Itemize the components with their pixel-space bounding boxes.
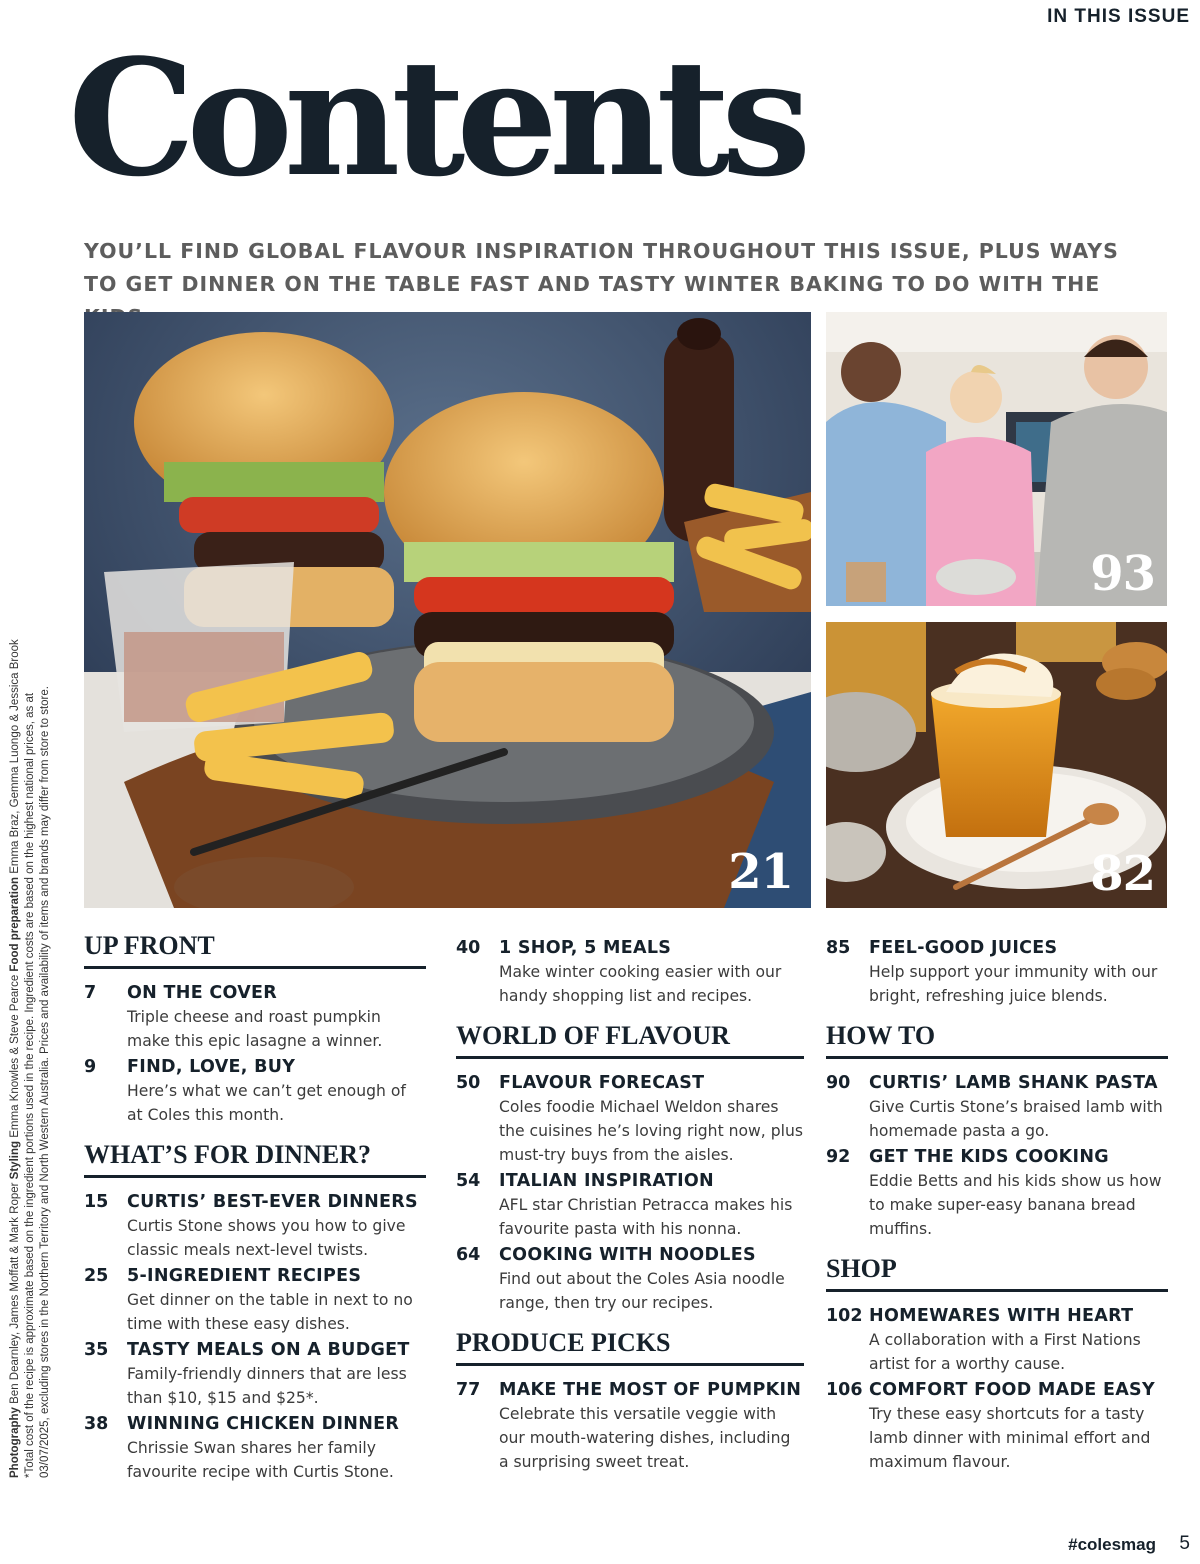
intro-text: YOU’LL FIND GLOBAL FLAVOUR INSPIRATION THROUGHOUT THIS ISSUE, PLUS WAYS TO GET DINNER ON THE TABLE FAST AND TASTY WINTER BAKING TO DO WITH THE	[84, 239, 1119, 296]
contents-entry[interactable]	[84, 1412, 426, 1484]
credits-line-2: *Total cost of the recipe is approximate based on the ingredient portions used in the recipe. Ingredient costs are based on the highest national prices, as at	[24, 692, 36, 1478]
contents-entry[interactable]	[456, 1071, 804, 1167]
section-heading-produce-picks: PRODUCE PICKS	[456, 1327, 804, 1366]
entry-description: Make winter cooking easier with our handy shopping list and recipes.	[499, 963, 782, 1005]
entry-title: ON THE COVER	[127, 983, 278, 1003]
entry-page: 50	[456, 1073, 481, 1093]
entry-page: 35	[84, 1340, 109, 1360]
entry-description: Chrissie Swan shares her family favourite recipe with Curtis Stone.	[127, 1439, 394, 1481]
entry-page: 106	[826, 1380, 863, 1400]
entry-page: 102	[826, 1306, 863, 1326]
footer-hashtag: #colesmag	[1068, 1535, 1156, 1554]
section-kicker: IN THIS ISSUE	[1047, 6, 1190, 27]
contents-entry[interactable]	[456, 1169, 804, 1241]
entry-description: Here’s what we can’t get enough of at Coles this month.	[127, 1082, 406, 1124]
entry-page: 15	[84, 1192, 109, 1212]
contents-entry[interactable]	[84, 981, 426, 1053]
section-heading-shop: SHOP	[826, 1253, 1168, 1292]
kids-cooking-photo[interactable]	[826, 312, 1167, 606]
kids-page-number: 93	[1090, 546, 1155, 602]
contents-column-3	[826, 936, 1168, 1476]
entry-page: 7	[84, 983, 97, 1003]
contents-column-1	[84, 930, 426, 1486]
entry-description: Give Curtis Stone’s braised lamb with homemade pasta a go.	[869, 1098, 1163, 1140]
entry-page: 40	[456, 938, 481, 958]
entry-description: AFL star Christian Petracca makes his favourite pasta with his nonna.	[499, 1196, 793, 1238]
entry-page: 64	[456, 1245, 481, 1265]
entry-description: Find out about the Coles Asia noodle range, then try our recipes.	[499, 1270, 785, 1312]
entry-page: 38	[84, 1414, 109, 1434]
entry-page: 9	[84, 1057, 97, 1077]
styling-label: Styling	[9, 1140, 21, 1180]
pumpkin-dessert-photo[interactable]	[826, 622, 1167, 908]
entry-page: 85	[826, 938, 851, 958]
burger-illustration	[84, 312, 811, 908]
entry-description: Family-friendly dinners that are less than $10, $15 and $25*.	[127, 1365, 407, 1407]
contents-entry[interactable]	[826, 1378, 1168, 1474]
entry-description: Eddie Betts and his kids show us how to make super-easy banana bread muffins.	[869, 1172, 1162, 1238]
contents-entry[interactable]	[84, 1338, 426, 1410]
contents-entry[interactable]	[456, 1378, 804, 1474]
entry-description: A collaboration with a First Nations artist for a worthy cause.	[869, 1331, 1141, 1373]
contents-column-2	[456, 936, 804, 1476]
contents-entry[interactable]	[456, 936, 804, 1008]
contents-entry[interactable]	[826, 1071, 1168, 1143]
entry-title: FLAVOUR FORECAST	[499, 1073, 705, 1093]
entry-title: COOKING WITH NOODLES	[499, 1245, 756, 1265]
credits-line-1	[8, 448, 23, 1478]
entry-title: 5-INGREDIENT RECIPES	[127, 1266, 362, 1286]
credits-line-3: 03/07/2025, excluding stores in the Northern Territory and North Western Australia. Prices and availability of items and brands may differ from store to store.	[39, 686, 51, 1478]
burger-page-number: 21	[728, 844, 793, 900]
entry-page: 25	[84, 1266, 109, 1286]
contents-entry[interactable]	[826, 1145, 1168, 1241]
contents-entry[interactable]	[84, 1190, 426, 1262]
entry-title: TASTY MEALS ON A BUDGET	[127, 1340, 410, 1360]
entry-title: HOMEWARES WITH HEART	[869, 1306, 1134, 1326]
entry-title: COMFORT FOOD MADE EASY	[869, 1380, 1155, 1400]
entry-title: WINNING CHICKEN DINNER	[127, 1414, 400, 1434]
entry-description: Coles foodie Michael Weldon shares the cuisines he’s loving right now, plus must-try buys from the aisles.	[499, 1098, 803, 1164]
section-heading-how-to: HOW TO	[826, 1020, 1168, 1059]
dessert-page-number: 82	[1090, 846, 1155, 902]
entry-description: Get dinner on the table in next to no time with these easy dishes.	[127, 1291, 413, 1333]
page-title: Contents	[68, 24, 803, 212]
entry-title: ITALIAN INSPIRATION	[499, 1171, 715, 1191]
entry-title: CURTIS’ BEST-EVER DINNERS	[127, 1192, 418, 1212]
entry-page: 90	[826, 1073, 851, 1093]
contents-entry[interactable]	[456, 1243, 804, 1315]
entry-page: 77	[456, 1380, 481, 1400]
entry-title: FIND, LOVE, BUY	[127, 1057, 296, 1077]
contents-entry[interactable]	[84, 1055, 426, 1127]
entry-description: Curtis Stone shows you how to give classic meals next-level twists.	[127, 1217, 406, 1259]
footer-page-number: 5	[1179, 1533, 1190, 1554]
entry-page: 54	[456, 1171, 481, 1191]
photography-names: Ben Dearnley, James Moffatt & Mark Roper	[9, 1182, 21, 1404]
entry-description: Try these easy shortcuts for a tasty lamb dinner with minimal effort and maximum flavour.	[869, 1405, 1151, 1471]
entry-description: Celebrate this versatile veggie with our mouth-watering dishes, including a surprising sweet treat.	[499, 1405, 791, 1471]
entry-page: 92	[826, 1147, 851, 1167]
entry-description: Triple cheese and roast pumpkin make this epic lasagne a winner.	[127, 1008, 383, 1050]
section-heading-whats-for-dinner: WHAT’S FOR DINNER?	[84, 1139, 426, 1178]
entry-title: MAKE THE MOST OF PUMPKIN	[499, 1380, 802, 1400]
contents-entry[interactable]	[826, 1304, 1168, 1376]
section-heading-up-front: UP FRONT	[84, 930, 426, 969]
entry-title: CURTIS’ LAMB SHANK PASTA	[869, 1073, 1158, 1093]
food-prep-names: Emma Braz, Gemma Luongo & Jessica Brook	[9, 639, 21, 874]
food-prep-label: Food preparation	[9, 877, 21, 972]
burger-photo[interactable]	[84, 312, 811, 908]
section-heading-world-of-flavour: WORLD OF FLAVOUR	[456, 1020, 804, 1059]
entry-title: GET THE KIDS COOKING	[869, 1147, 1109, 1167]
entry-description: Help support your immunity with our bright, refreshing juice blends.	[869, 963, 1158, 1005]
contents-entry[interactable]	[84, 1264, 426, 1336]
contents-entry[interactable]	[826, 936, 1168, 1008]
entry-title: FEEL-GOOD JUICES	[869, 938, 1058, 958]
photography-label: Photography	[9, 1407, 21, 1478]
styling-names: Emma Knowles & Steve Pearce	[9, 974, 21, 1138]
entry-title: 1 SHOP, 5 MEALS	[499, 938, 672, 958]
side-credits	[8, 448, 53, 1478]
